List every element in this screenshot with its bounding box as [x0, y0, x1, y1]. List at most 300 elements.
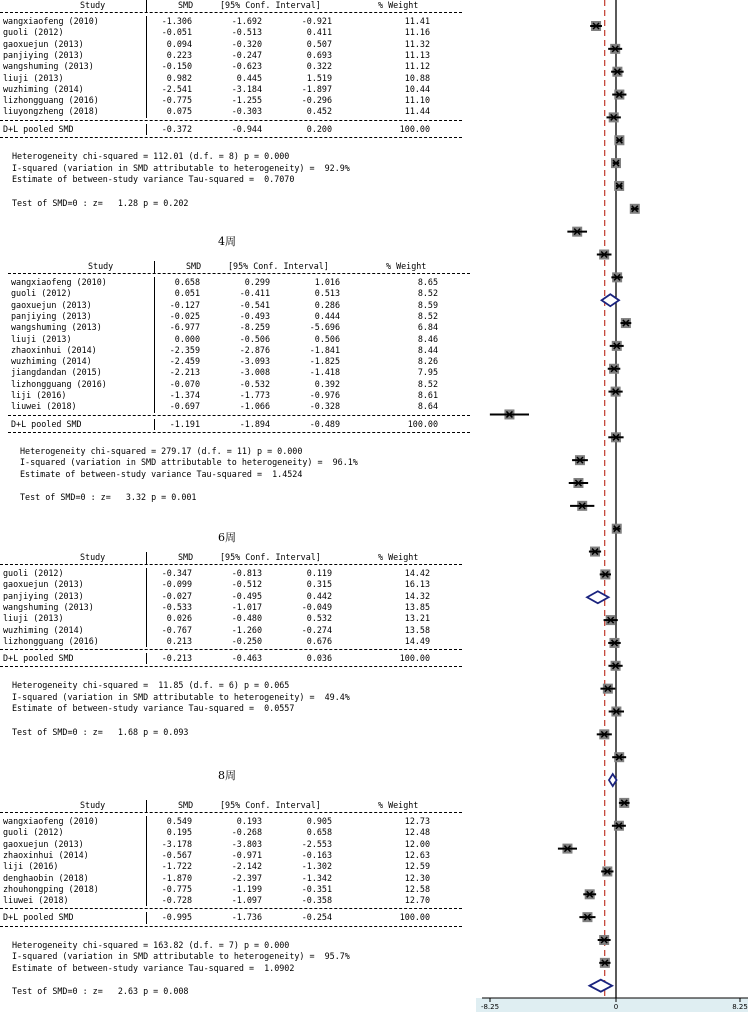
- weight-value: 12.00: [404, 838, 430, 849]
- ci-upper: 0.513: [314, 288, 340, 299]
- ci-lower: -2.876: [239, 344, 270, 355]
- point-estimate: [587, 891, 593, 897]
- smd-value: -1.191: [169, 418, 200, 429]
- point-estimate: [601, 937, 607, 943]
- section-label: 8周: [218, 769, 236, 782]
- ci-lower: -1.773: [239, 390, 270, 400]
- table-row: [0, 106, 470, 117]
- weight-square: [611, 387, 621, 397]
- body-rule: [0, 120, 462, 121]
- table-row: [0, 579, 470, 590]
- weight-value: 13.58: [404, 624, 430, 635]
- pooled-diamond: [609, 774, 617, 786]
- x-tick-label: 8.25: [732, 1003, 748, 1011]
- study-name: gaoxuejun (2013): [3, 38, 84, 49]
- ci-upper: -1.841: [309, 344, 340, 355]
- col-header-smd: SMD: [178, 0, 194, 10]
- ci-lower: -0.493: [239, 310, 270, 321]
- weight-value: 11.44: [404, 106, 430, 117]
- table-row: [0, 288, 470, 299]
- ci-upper: -1.897: [301, 83, 332, 94]
- table-row: [0, 345, 470, 356]
- ci-upper: 0.322: [306, 61, 332, 72]
- point-estimate: [614, 274, 620, 280]
- table-row: [0, 334, 470, 345]
- point-estimate: [623, 320, 629, 326]
- point-estimate: [623, 320, 629, 326]
- col-header-smd: SMD: [178, 552, 194, 562]
- point-estimate: [574, 229, 580, 235]
- x-tick-label: -8.25: [480, 1003, 500, 1011]
- study-name: wuzhiming (2014): [3, 83, 84, 94]
- study-name: zhaoxinhui (2014): [3, 849, 89, 860]
- table-row: [0, 300, 470, 311]
- footer-rule: [0, 666, 462, 667]
- table-row: [0, 895, 470, 906]
- smd-value: -1.722: [161, 861, 192, 872]
- ci-lower: -0.495: [231, 590, 262, 601]
- study-name: liuji (2013): [11, 333, 72, 344]
- smd-value: -0.347: [161, 568, 192, 578]
- col-header-study: Study: [80, 552, 106, 562]
- table-row: [0, 61, 470, 72]
- test-statistic: Test of SMD=0 : z= 3.32 p = 0.001: [20, 492, 197, 503]
- point-estimate: [584, 914, 590, 920]
- table-row: [0, 602, 470, 613]
- col-header-weight: % Weight: [378, 800, 419, 810]
- weight-square: [612, 341, 622, 351]
- study-name: wangxiaofeng (2010): [11, 277, 107, 287]
- weight-value: 100.00: [407, 418, 438, 429]
- smd-value: -1.306: [161, 16, 192, 26]
- weight-square: [614, 135, 624, 145]
- pooled-diamond: [602, 294, 619, 306]
- smd-value: -0.372: [161, 123, 192, 134]
- ci-lower: -2.397: [231, 872, 262, 883]
- study-name: liuyongzheng (2018): [3, 106, 99, 117]
- weight-value: 12.59: [404, 861, 430, 872]
- ci-upper: 0.411: [306, 27, 332, 38]
- weight-square: [609, 638, 619, 648]
- table-row: [0, 839, 470, 850]
- table-row: [0, 636, 470, 647]
- study-name: liuji (2013): [3, 613, 64, 624]
- study-name: gaoxuejun (2013): [11, 299, 92, 310]
- smd-value: -0.767: [161, 624, 192, 635]
- heterogeneity-stat: I-squared (variation in SMD attributable to heterogeneity) = 92.9%: [12, 162, 350, 173]
- axis-band: [476, 998, 748, 1012]
- pooled-row: [0, 653, 470, 664]
- ci-upper: 0.693: [306, 49, 332, 60]
- weight-square: [611, 661, 621, 671]
- weight-value: 8.52: [417, 378, 438, 389]
- smd-value: 0.075: [166, 106, 192, 117]
- weight-square: [504, 409, 514, 419]
- ci-lower: -3.184: [231, 83, 262, 94]
- column-separator: [146, 0, 147, 12]
- point-estimate: [602, 960, 608, 966]
- weight-value: 13.21: [404, 613, 430, 624]
- smd-value: -0.775: [161, 95, 192, 106]
- weight-value: 11.13: [404, 49, 430, 60]
- point-estimate: [584, 914, 590, 920]
- study-name: wangxiaofeng (2010): [3, 816, 99, 826]
- header-rule: [0, 12, 462, 13]
- ci-lower: -1.066: [239, 401, 270, 412]
- ci-lower: 0.193: [236, 816, 262, 826]
- weight-square: [600, 569, 610, 579]
- col-header-ci: [95% Conf. Interval]: [220, 0, 321, 10]
- ci-upper: 0.507: [306, 38, 332, 49]
- weight-value: 12.58: [404, 883, 430, 894]
- table-header: [0, 0, 470, 11]
- weight-square: [612, 67, 622, 77]
- weight-square: [609, 112, 619, 122]
- point-estimate: [574, 229, 580, 235]
- point-estimate: [601, 731, 607, 737]
- heterogeneity-stat: Estimate of between-study variance Tau-squared = 0.0557: [12, 703, 295, 714]
- point-estimate: [613, 434, 619, 440]
- point-estimate: [605, 686, 611, 692]
- weight-square: [603, 684, 613, 694]
- weight-value: 8.61: [417, 390, 438, 400]
- ci-lower: -0.320: [231, 38, 262, 49]
- ci-lower: -0.250: [231, 635, 262, 646]
- smd-value: 0.982: [166, 72, 192, 83]
- table-row: [0, 84, 470, 95]
- weight-square: [619, 798, 629, 808]
- weight-value: 11.16: [404, 27, 430, 38]
- ci-lower: -1.097: [231, 895, 262, 906]
- point-estimate: [506, 411, 512, 417]
- weight-value: 8.52: [417, 288, 438, 299]
- smd-value: -0.567: [161, 849, 192, 860]
- smd-value: -0.027: [161, 590, 192, 601]
- ci-lower: -1.199: [231, 883, 262, 894]
- heterogeneity-stat: Heterogeneity chi-squared = 112.01 (d.f. = 8) p = 0.000: [12, 151, 290, 161]
- col-header-study: Study: [80, 0, 106, 10]
- weight-value: 8.59: [417, 299, 438, 310]
- point-estimate: [564, 846, 570, 852]
- weight-value: 6.84: [417, 322, 438, 333]
- table-row: [0, 16, 470, 27]
- ci-lower: -0.813: [231, 568, 262, 578]
- weight-square: [602, 866, 612, 876]
- ci-lower: -1.260: [231, 624, 262, 635]
- smd-value: -1.870: [161, 872, 192, 883]
- ci-lower: -0.411: [239, 288, 270, 299]
- point-estimate: [592, 549, 598, 555]
- smd-value: -0.213: [161, 653, 192, 664]
- weight-square: [630, 204, 640, 214]
- point-estimate: [587, 891, 593, 897]
- weight-square: [599, 250, 609, 260]
- smd-value: -2.541: [161, 83, 192, 94]
- table-row: [0, 322, 470, 333]
- ci-lower: -8.259: [239, 322, 270, 333]
- col-header-ci: [95% Conf. Interval]: [220, 552, 321, 562]
- smd-value: 0.213: [166, 635, 192, 646]
- point-estimate: [579, 503, 585, 509]
- study-name: panjiying (2013): [11, 310, 92, 321]
- weight-value: 16.13: [404, 579, 430, 590]
- pooled-row: [0, 912, 470, 923]
- study-name: panjiying (2013): [3, 590, 84, 601]
- weight-value: 13.85: [404, 601, 430, 612]
- weight-square: [599, 729, 609, 739]
- study-name: liuji (2013): [3, 72, 64, 83]
- point-estimate: [604, 868, 610, 874]
- table-row: [0, 27, 470, 38]
- pooled-row: [0, 419, 470, 430]
- weight-value: 100.00: [399, 653, 430, 664]
- point-estimate: [612, 46, 618, 52]
- point-estimate: [613, 709, 619, 715]
- smd-value: -0.051: [161, 27, 192, 38]
- study-name: zhaoxinhui (2014): [11, 344, 97, 355]
- column-separator: [154, 261, 155, 273]
- point-estimate: [613, 389, 619, 395]
- ci-lower: -3.008: [239, 367, 270, 378]
- point-estimate: [601, 731, 607, 737]
- test-statistic: Test of SMD=0 : z= 1.68 p = 0.093: [12, 726, 189, 737]
- body-rule: [8, 415, 470, 416]
- heterogeneity-stat: Estimate of between-study variance Tau-squared = 0.7070: [12, 174, 295, 184]
- table-row: [0, 73, 470, 84]
- table-row: [0, 827, 470, 838]
- ci-upper: -0.049: [301, 601, 332, 612]
- ci-upper: 0.286: [314, 299, 340, 310]
- ci-upper: -2.553: [301, 838, 332, 849]
- ci-upper: 0.315: [306, 579, 332, 590]
- weight-value: 7.95: [417, 367, 438, 378]
- weight-square: [590, 547, 600, 557]
- ci-upper: -0.254: [301, 912, 332, 923]
- point-estimate: [614, 69, 620, 75]
- point-estimate: [608, 617, 614, 623]
- smd-value: -1.374: [169, 390, 200, 400]
- ci-upper: 0.444: [314, 310, 340, 321]
- study-name: D+L pooled SMD: [11, 418, 82, 429]
- col-header-weight: % Weight: [386, 261, 427, 271]
- smd-value: -3.178: [161, 838, 192, 849]
- ci-lower: -1.017: [231, 601, 262, 612]
- footer-rule: [8, 432, 470, 433]
- weight-square: [606, 615, 616, 625]
- weight-square: [614, 752, 624, 762]
- ci-upper: 0.532: [306, 613, 332, 624]
- weight-square: [562, 844, 572, 854]
- smd-value: -2.459: [169, 356, 200, 367]
- ci-lower: -0.513: [231, 27, 262, 38]
- weight-square: [614, 181, 624, 191]
- table-row: [0, 568, 470, 579]
- point-estimate: [601, 252, 607, 258]
- study-name: D+L pooled SMD: [3, 912, 74, 923]
- point-estimate: [613, 663, 619, 669]
- point-estimate: [616, 137, 622, 143]
- study-name: gaoxuejun (2013): [3, 838, 84, 849]
- weight-square: [611, 432, 621, 442]
- ci-lower: -0.463: [231, 653, 262, 664]
- heterogeneity-stat: Heterogeneity chi-squared = 11.85 (d.f. = 6) p = 0.065: [12, 680, 290, 691]
- point-estimate: [616, 137, 622, 143]
- point-estimate: [604, 868, 610, 874]
- ci-upper: -1.418: [309, 367, 340, 378]
- study-name: zhouhongping (2018): [3, 883, 99, 894]
- smd-value: -0.025: [169, 310, 200, 321]
- ci-upper: 0.658: [306, 827, 332, 838]
- weight-value: 8.46: [417, 333, 438, 344]
- study-name: wangxiaofeng (2010): [3, 16, 99, 26]
- weight-square: [582, 912, 592, 922]
- point-estimate: [616, 92, 622, 98]
- table-row: [0, 311, 470, 322]
- point-estimate: [611, 640, 617, 646]
- heterogeneity-stat: Estimate of between-study variance Tau-squared = 1.4524: [20, 468, 303, 479]
- header-rule: [0, 564, 462, 565]
- ci-upper: -0.351: [301, 883, 332, 894]
- heterogeneity-stat: I-squared (variation in SMD attributable to heterogeneity) = 95.7%: [12, 951, 350, 962]
- point-estimate: [632, 206, 638, 212]
- smd-value: 0.094: [166, 38, 192, 49]
- point-estimate: [611, 114, 617, 120]
- weight-value: 11.41: [404, 16, 430, 26]
- heterogeneity-stat: Heterogeneity chi-squared = 279.17 (d.f. = 11) p = 0.000: [20, 445, 303, 456]
- weight-value: 14.42: [404, 568, 430, 578]
- table-header: [0, 261, 470, 272]
- weight-value: 10.44: [404, 83, 430, 94]
- smd-value: -0.127: [169, 299, 200, 310]
- point-estimate: [621, 800, 627, 806]
- weight-value: 14.49: [404, 635, 430, 646]
- ci-lower: -1.894: [239, 418, 270, 429]
- smd-value: -0.728: [161, 895, 192, 906]
- col-header-ci: [95% Conf. Interval]: [220, 800, 321, 810]
- table-row: [0, 861, 470, 872]
- study-name: liji (2016): [11, 390, 67, 400]
- point-estimate: [575, 480, 581, 486]
- smd-value: -2.213: [169, 367, 200, 378]
- smd-value: -0.775: [161, 883, 192, 894]
- study-name: wangshuming (2013): [3, 601, 94, 612]
- weight-square: [611, 707, 621, 717]
- table-header: [0, 800, 470, 811]
- ci-lower: -0.247: [231, 49, 262, 60]
- ci-upper: -0.921: [301, 16, 332, 26]
- ci-lower: -0.512: [231, 579, 262, 590]
- ci-lower: 0.299: [244, 277, 270, 287]
- point-estimate: [614, 343, 620, 349]
- point-estimate: [613, 663, 619, 669]
- table-row: [0, 95, 470, 106]
- point-estimate: [611, 114, 617, 120]
- weight-value: 11.12: [404, 61, 430, 72]
- body-rule: [0, 649, 462, 650]
- test-statistic: Test of SMD=0 : z= 1.28 p = 0.202: [12, 197, 189, 208]
- study-name: jiangdandan (2015): [11, 367, 102, 378]
- ci-upper: -1.302: [301, 861, 332, 872]
- weight-square: [573, 478, 583, 488]
- smd-value: -0.533: [161, 601, 192, 612]
- study-name: lizhongguang (2016): [3, 635, 99, 646]
- ci-upper: -0.976: [309, 390, 340, 400]
- smd-value: -0.150: [161, 61, 192, 72]
- point-estimate: [614, 274, 620, 280]
- section-label: 6周: [218, 531, 236, 544]
- point-estimate: [611, 640, 617, 646]
- study-name: lizhongguang (2016): [11, 378, 107, 389]
- point-estimate: [602, 960, 608, 966]
- weight-square: [572, 227, 582, 237]
- smd-value: 0.549: [166, 816, 192, 826]
- header-rule: [0, 812, 462, 813]
- point-estimate: [613, 160, 619, 166]
- point-estimate: [616, 183, 622, 189]
- col-header-smd: SMD: [178, 800, 194, 810]
- table-row: [0, 367, 470, 378]
- pooled-row: [0, 124, 470, 135]
- point-estimate: [611, 366, 617, 372]
- study-name: panjiying (2013): [3, 49, 84, 60]
- point-estimate: [593, 23, 599, 29]
- pooled-diamond: [589, 980, 612, 992]
- weight-square: [591, 21, 601, 31]
- ci-upper: 0.676: [306, 635, 332, 646]
- smd-value: -0.099: [161, 579, 192, 590]
- heterogeneity-stat: I-squared (variation in SMD attributable to heterogeneity) = 96.1%: [20, 457, 358, 468]
- weight-value: 12.63: [404, 849, 430, 860]
- point-estimate: [616, 823, 622, 829]
- weight-value: 12.73: [404, 816, 430, 826]
- col-header-smd: SMD: [186, 261, 202, 271]
- ci-upper: -0.328: [309, 401, 340, 412]
- study-name: denghaobin (2018): [3, 872, 89, 883]
- weight-square: [599, 935, 609, 945]
- smd-value: 0.223: [166, 49, 192, 60]
- point-estimate: [601, 252, 607, 258]
- study-name: wangshuming (2013): [11, 322, 102, 333]
- weight-value: 12.70: [404, 895, 430, 906]
- point-estimate: [616, 754, 622, 760]
- weight-value: 8.26: [417, 356, 438, 367]
- point-estimate: [616, 183, 622, 189]
- point-estimate: [602, 571, 608, 577]
- smd-value: -6.977: [169, 322, 200, 333]
- point-estimate: [616, 823, 622, 829]
- weight-value: 100.00: [399, 123, 430, 134]
- table-row: [0, 356, 470, 367]
- table-row: [0, 591, 470, 602]
- weight-square: [614, 821, 624, 831]
- weight-value: 11.32: [404, 38, 430, 49]
- table-header: [0, 552, 470, 563]
- col-header-study: Study: [88, 261, 114, 271]
- weight-value: 10.88: [404, 72, 430, 83]
- ci-lower: -3.093: [239, 356, 270, 367]
- weight-value: 8.52: [417, 310, 438, 321]
- weight-square: [611, 158, 621, 168]
- point-estimate: [575, 480, 581, 486]
- point-estimate: [577, 457, 583, 463]
- study-name: D+L pooled SMD: [3, 653, 74, 664]
- point-estimate: [613, 389, 619, 395]
- ci-upper: 0.392: [314, 378, 340, 389]
- ci-lower: -0.944: [231, 123, 262, 134]
- point-estimate: [621, 800, 627, 806]
- study-name: liuwei (2018): [11, 401, 77, 412]
- ci-upper: -0.358: [301, 895, 332, 906]
